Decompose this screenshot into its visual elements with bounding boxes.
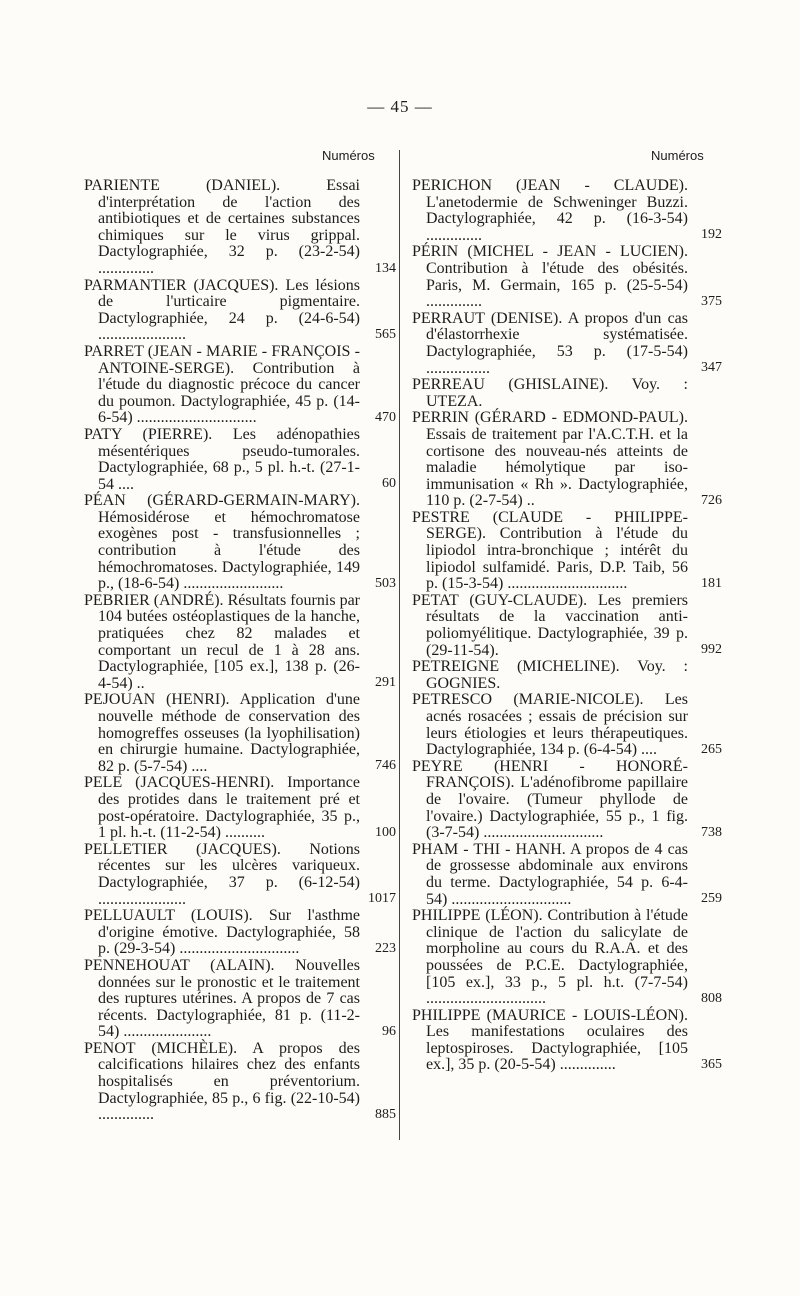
entry-text: PETREIGNE (MICHELINE). Voy. : GOGNIES. [412, 658, 688, 692]
entry-text: PÉAN (GÉRARD-GERMAIN-MARY). Hémosidérose et hémochromatose exogènes post - transfusionnelles ; contribution à l'étude des hémochromatoses. Dactylographiée, 149 p., (18-6-54) ......................... [84, 492, 360, 593]
entry-text: PHAM - THI - HANH. A propos de 4 cas de grossesse abdominale aux environs du terme. Dactylographiée, 54 p. 6-4-54) .............................. [412, 840, 688, 908]
entry-text: PERICHON (JEAN - CLAUDE). L'anetodermie de Schweninger Buzzi. Dactylographiée, 42 p. (16-3-54) .............. [412, 177, 688, 244]
entry-text: PARRET (JEAN - MARIE - FRANÇOIS - ANTOINE-SERGE). Contribution à l'étude du diagnostic précoce du cancer du poumon. Dactylographiée, 45 p. (14-6-54) .............................. [84, 342, 360, 427]
right-column [412, 178, 722, 1074]
entry-number: 259 [701, 891, 722, 907]
entry-number: 726 [701, 492, 722, 508]
bibliography-entry [84, 427, 396, 493]
entry-number: 992 [701, 642, 722, 658]
bibliography-entry [412, 244, 722, 310]
entry-text: PARMANTIER (JACQUES). Les lésions de l'urticaire pigmentaire. Dactylographiée, 24 p. (24-6-54) ...................... [84, 276, 360, 344]
right-column-header: Numéros [651, 148, 704, 163]
entry-number: 565 [375, 326, 396, 342]
entry-text: PESTRE (CLAUDE - PHILIPPE-SERGE). Contribution à l'étude du lipiodol intra-bronchique ; intérêt du lipiodol sulfamidé. Paris, D.P. Taib, 56 p. (15-3-54) .............................. [412, 508, 688, 593]
entry-number: 181 [701, 575, 722, 591]
bibliography-entry [412, 410, 722, 510]
entry-text: PENNEHOUAT (ALAIN). Nouvelles données sur le pronostic et le traitement des ruptures utérines. A propos de 7 cas récents. Dactylographiée, 81 p. (11-2-54) ...................... [84, 956, 360, 1041]
bibliography-entry [412, 1008, 722, 1074]
bibliography-entry [412, 692, 722, 758]
entry-number: 291 [375, 675, 396, 691]
bibliography-entry [84, 278, 396, 344]
entry-number: 738 [701, 824, 722, 840]
bibliography-entry [84, 958, 396, 1041]
entry-text: PELE (JACQUES-HENRI). Importance des protides dans le traitement pré et post-opératoire. Dactylographiée, 35 p., 1 pl. h.-t. (11-2-54) .......... [84, 774, 360, 842]
entry-number: 223 [375, 940, 396, 956]
entry-text: PETRESCO (MARIE-NICOLE). Les acnés rosacées ; essais de précision sur leurs étiologies et leurs thérapeutiques. Dactylographiée, 134 p. (6-4-54) .... [412, 691, 688, 759]
entry-text: PATY (PIERRE). Les adénopathies mésentériques pseudo-tumorales. Dactylographiée, 68 p., 5 pl. h.-t. (27-1-54 .... [84, 425, 360, 493]
entry-text: PARIENTE (DANIEL). Essai d'interprétation de l'action des antibiotiques et de certaines substances chimiques sur le virus grippal. Dactylographiée, 32 p. (23-2-54) .............. [84, 177, 360, 277]
entry-number: 134 [375, 260, 396, 276]
bibliography-entry [84, 344, 396, 427]
bibliography-entry [412, 510, 722, 593]
column-divider [399, 150, 400, 1140]
entry-text: PERRIN (GÉRARD - EDMOND-PAUL). Essais de traitement par l'A.C.T.H. et la cortisone des nouveau-nés atteints de maladie hémolytique par iso-immunisation « Rh ». Dactylographiée, 110 p. (2-7-54) .. [412, 409, 688, 510]
bibliography-entry [84, 1041, 396, 1124]
entry-number: 60 [382, 476, 396, 492]
entry-number: 503 [375, 575, 396, 591]
entry-number: 470 [375, 409, 396, 425]
entry-text: PHILIPPE (LÉON). Contribution à l'étude clinique de l'action du salicylate de morpholine au cours du R.A.A. et des poussées de P.C.E. Dactylographiée, [105 ex.], 33 p., 5 pl. h.t. (7-7-54) .............................. [412, 907, 688, 1008]
bibliography-entry [412, 842, 722, 908]
entry-number: 1017 [368, 891, 396, 907]
bibliography-entry [84, 178, 396, 278]
bibliography-entry [412, 377, 722, 410]
entry-number: 375 [701, 293, 722, 309]
bibliography-entry [84, 493, 396, 593]
entry-text: PENOT (MICHÈLE). A propos des calcifications hilaires chez des enfants hospitalisés en préventorium. Dactylographiée, 85 p., 6 fig. (22-10-54) .............. [84, 1039, 360, 1124]
bibliography-entry [84, 692, 396, 775]
entry-number: 192 [701, 227, 722, 243]
page-number: — 45 — [367, 97, 433, 116]
entry-number: 808 [701, 990, 722, 1006]
entry-text: PETAT (GUY-CLAUDE). Les premiers résultats de la vaccination anti-poliomyélitique. Dactylographiée, 39 p. (29-11-54). [412, 591, 688, 659]
entry-number: 96 [382, 1023, 396, 1039]
entry-text: PELLETIER (JACQUES). Notions récentes sur les ulcères variqueux. Dactylographiée, 37 p. (6-12-54) ...................... [84, 840, 360, 908]
entry-text: PELLUAULT (LOUIS). Sur l'asthme d'origine émotive. Dactylographiée, 58 p. (29-3-54) .............................. [84, 907, 360, 958]
bibliography-entry [84, 593, 396, 693]
entry-number: 885 [375, 1106, 396, 1122]
left-column [84, 178, 396, 1124]
entry-number: 100 [375, 824, 396, 840]
bibliography-entry [412, 659, 722, 692]
bibliography-entry [84, 908, 396, 958]
entry-text: PERREAU (GHISLAINE). Voy. : UTEZA. [412, 376, 688, 410]
bibliography-entry [84, 775, 396, 841]
entry-text: PEBRIER (ANDRÉ). Résultats fournis par 104 butées ostéoplastiques de la hanche, pratiquées chez 82 malades et comportant un recul de 1 à 28 ans. Dactylographiée, [105 ex.], 138 p. (26-4-54) .. [84, 591, 360, 692]
entry-text: PHILIPPE (MAURICE - LOUIS-LÉON). Les manifestations oculaires des leptospiroses. Dactylographiée, [105 ex.], 35 p. (20-5-54) .............. [412, 1006, 688, 1074]
entry-text: PEJOUAN (HENRI). Application d'une nouvelle méthode de conservation des homogreffes osseuses (la lyophilisation) en chirurgie humaine. Dactylographiée, 82 p. (5-7-54) .... [84, 691, 360, 775]
bibliography-entry [412, 311, 722, 377]
bibliography-entry [84, 842, 396, 908]
bibliography-entry [412, 759, 722, 842]
bibliography-entry [412, 908, 722, 1008]
bibliography-entry [412, 178, 722, 244]
entry-number: 365 [701, 1057, 722, 1073]
entry-number: 746 [375, 758, 396, 774]
left-column-header: Numéros [322, 148, 375, 163]
entry-text: PÉRIN (MICHEL - JEAN - LUCIEN). Contribution à l'étude des obésités. Paris, M. Germain, 165 p. (25-5-54) .............. [412, 243, 688, 311]
entry-number: 265 [701, 741, 722, 757]
entry-text: PERRAUT (DENISE). A propos d'un cas d'élastorrhexie systématisée. Dactylographiée, 53 p. (17-5-54) ................ [412, 309, 688, 377]
entry-text: PEYRE (HENRI - HONORÉ-FRANÇOIS). L'adénofibrome papillaire de l'ovaire. (Tumeur phyllode de l'ovaire.) Dactylographiée, 55 p., 1 fig. (3-7-54) .............................. [412, 757, 688, 842]
entry-number: 347 [701, 360, 722, 376]
bibliography-entry [412, 593, 722, 659]
